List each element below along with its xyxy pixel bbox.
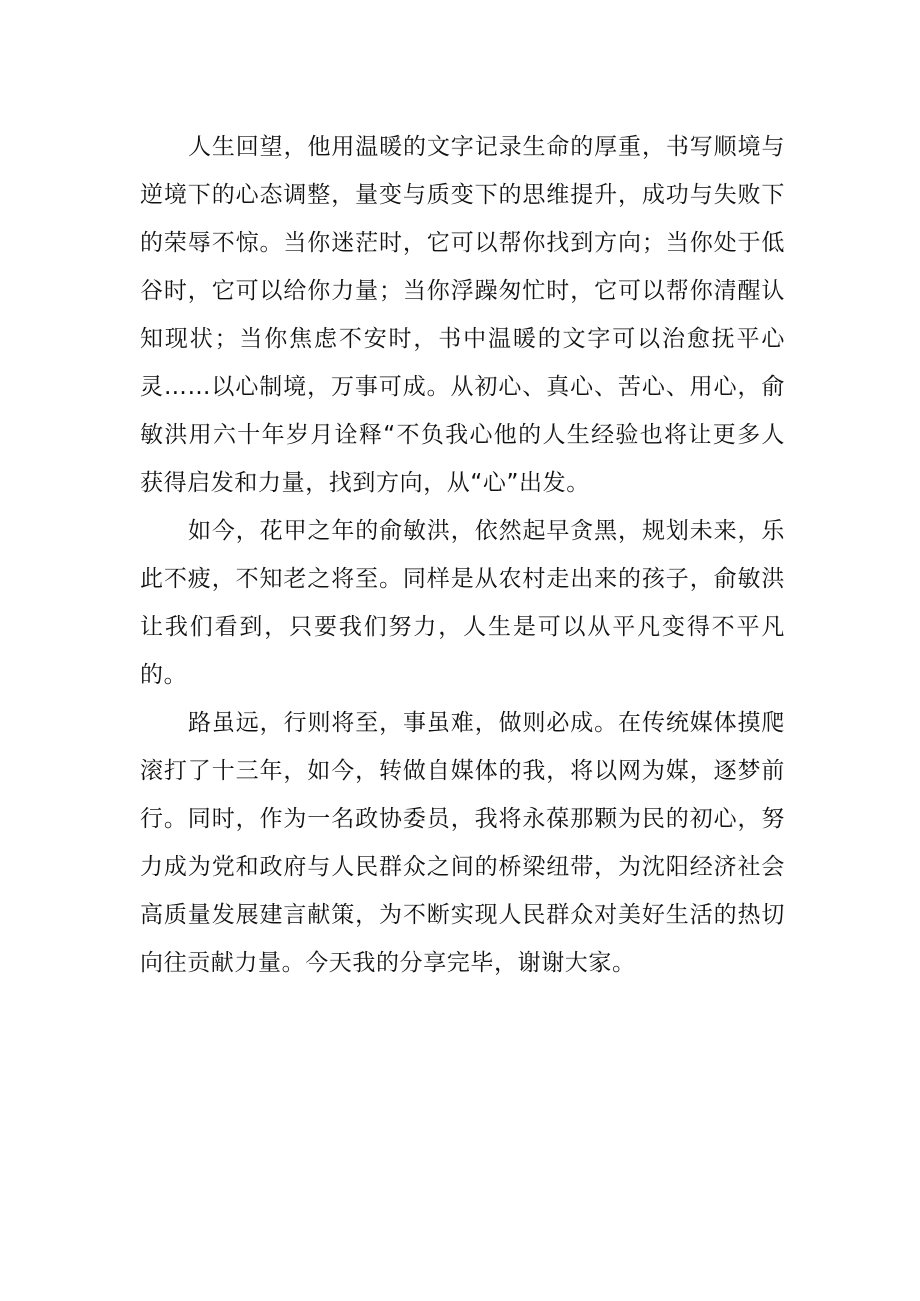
paragraph-present: 如今，花甲之年的俞敏洪，依然起早贪黑，规划未来，乐此不疲，不知老之将至。同样是从农村走出来的孩子，俞敏洪让我们看到，只要我们努力，人生是可以从平凡变得不平凡的。 bbox=[140, 518, 785, 688]
paragraph-reflection: 人生回望，他用温暖的文字记录生命的厚重，书写顺境与逆境下的心态调整，量变与质变下的思维提升，成功与失败下的荣辱不惊。当你迷茫时，它可以帮你找到方向；当你处于低谷时，它可以给你力量；当你浮躁匆忙时，它可以帮你清醒认知现状；当你焦虑不安时，书中温暖的文字可以治愈抚平心灵……以心制境，万事可成。从初心、真心、苦心、用心，俞敏洪用六十年岁月诠释“不负我心他的人生经验也将让更多人获得启发和力量，找到方向，从“心”出发。 bbox=[140, 134, 785, 496]
document-body bbox=[140, 123, 785, 987]
paragraph-closing: 路虽远，行则将至，事虽难，做则必成。在传统媒体摸爬滚打了十三年，如今，转做自媒体的我，将以网为媒，逐梦前行。同时，作为一名政协委员，我将永葆那颗为民的初心，努力成为党和政府与人民群众之间的桥梁纽带，为沈阳经济社会高质量发展建言献策，为不断实现人民群众对美好生活的热切向往贡献力量。今天我的分享完毕，谢谢大家。 bbox=[140, 710, 785, 976]
